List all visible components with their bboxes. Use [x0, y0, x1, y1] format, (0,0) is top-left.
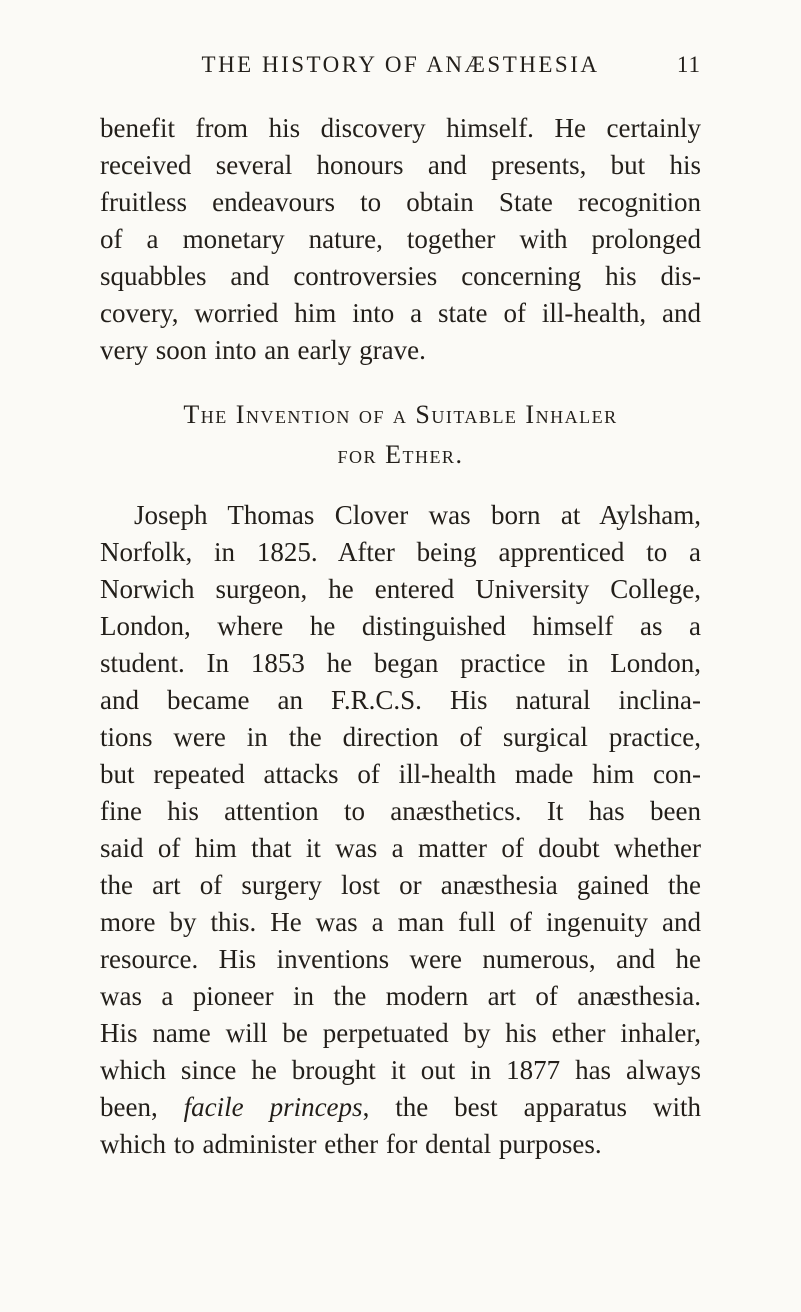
italic-phrase: facile princeps [183, 1092, 363, 1122]
body-line: which since he brought it out in 1877 has always [100, 1055, 701, 1085]
body-line: London, where he distinguished himself as a [100, 611, 701, 641]
body-line-with-italic [100, 1089, 701, 1126]
body-line: squabbles and controversies concerning his dis- [100, 261, 701, 291]
body-line: His name will be perpetuated by his ether inhaler, [100, 1018, 701, 1048]
body-line: benefit from his discovery himself. He certainly [100, 113, 701, 143]
body-line: fine his attention to anæsthetics. It has been [100, 796, 701, 826]
italic-line-pre: been, [100, 1092, 184, 1122]
body-line: more by this. He was a man full of ingenuity and [100, 907, 701, 937]
page-body [100, 110, 701, 1163]
body-line: student. In 1853 he began practice in London, [100, 648, 701, 678]
italic-line-post: , the best apparatus with [362, 1092, 701, 1122]
body-line: which to administer ether for dental purposes. [100, 1129, 602, 1159]
body-line: very soon into an early grave. [100, 335, 426, 365]
paragraph-2 [100, 497, 701, 1163]
body-line: the art of surgery lost or anæsthesia gained the [100, 870, 701, 900]
body-line: and became an F.R.C.S. His natural inclina- [100, 685, 701, 715]
body-line: tions were in the direction of surgical practice, [100, 722, 701, 752]
body-line: received several honours and presents, but his [100, 150, 701, 180]
body-line: covery, worried him into a state of ill-health, and [100, 298, 701, 328]
section-heading [100, 395, 701, 475]
body-line: said of him that it was a matter of doubt whether [100, 833, 701, 863]
body-line: but repeated attacks of ill-health made him con- [100, 759, 701, 789]
running-header [100, 52, 701, 84]
section-heading-line-1: The Invention of a Suitable Inhaler [183, 400, 618, 429]
body-line: Joseph Thomas Clover was born at Aylsham, [134, 500, 701, 530]
body-line: resource. His inventions were numerous, and he [100, 944, 701, 974]
paragraph-1 [100, 110, 701, 369]
section-heading-line-2: for Ether. [337, 440, 464, 469]
body-line: was a pioneer in the modern art of anæsthesia. [100, 981, 701, 1011]
body-line: Norwich surgeon, he entered University College, [100, 574, 701, 604]
header-title: THE HISTORY OF ANÆSTHESIA [201, 52, 600, 77]
page-number: 11 [676, 52, 701, 77]
body-line: Norfolk, in 1825. After being apprenticed to a [100, 537, 701, 567]
body-line: of a monetary nature, together with prolonged [100, 224, 701, 254]
body-line: fruitless endeavours to obtain State recognition [100, 187, 701, 217]
